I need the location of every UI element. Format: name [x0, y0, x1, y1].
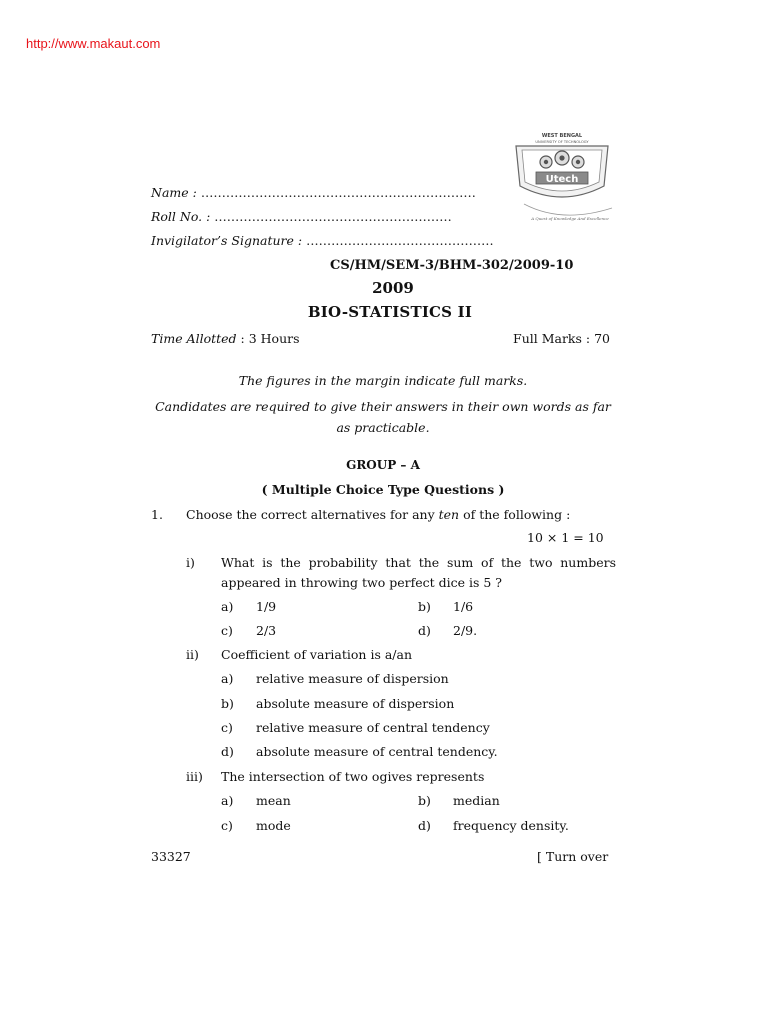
margin-note: The figures in the margin indicate full marks. — [238, 373, 528, 388]
svg-text:WEST BENGAL: WEST BENGAL — [541, 133, 583, 139]
option-ii-a-text: relative measure of dispersion — [256, 671, 449, 686]
group-title: GROUP – A — [346, 458, 420, 472]
svg-text:Utech: Utech — [545, 174, 579, 185]
name-field[interactable] — [151, 185, 476, 200]
source-url-link[interactable]: http://www.makaut.com — [26, 36, 161, 51]
name-dots: ………………………………………………………… — [200, 185, 476, 200]
subq-i-number: i) — [186, 555, 195, 570]
subq-ii-text: Coefficient of variation is a/an — [221, 647, 412, 662]
option-iii-a[interactable]: a) — [221, 793, 234, 808]
time-marks-row — [151, 331, 610, 346]
option-i-d-text: 2/9. — [453, 623, 478, 638]
exam-year: 2009 — [372, 279, 414, 297]
paper-code: 33327 — [151, 849, 191, 864]
option-ii-a[interactable]: a) — [221, 671, 234, 686]
option-i-b[interactable]: b) — [418, 599, 431, 614]
option-i-b-text: 1/6 — [453, 599, 474, 614]
question-marks: 10 × 1 = 10 — [527, 530, 604, 545]
option-i-c-text: 2/3 — [256, 623, 277, 638]
subq-iii-number: iii) — [186, 769, 203, 784]
name-label: Name : — [151, 185, 197, 200]
answer-note: Candidates are required to give their answers in their own words as far as practicable. — [155, 399, 611, 435]
option-iii-c[interactable]: c) — [221, 818, 233, 833]
option-i-a[interactable]: a) — [221, 599, 234, 614]
turn-over: [ Turn over — [537, 849, 609, 864]
option-i-c[interactable]: c) — [221, 623, 233, 638]
question-number: 1. — [151, 507, 163, 522]
exam-code: CS/HM/SEM-3/BHM-302/2009-10 — [330, 258, 574, 273]
option-iii-d-text: frequency density. — [453, 818, 569, 833]
option-i-a-text: 1/9 — [256, 599, 277, 614]
subq-i-text: What is the probability that the sum of the two numbers appeared in throwing two perfect dice is 5 ? — [221, 555, 616, 590]
option-ii-d[interactable]: d) — [221, 744, 234, 759]
option-ii-b-text: absolute measure of dispersion — [256, 696, 455, 711]
option-ii-c-text: relative measure of central tendency — [256, 720, 490, 735]
roll-label: Roll No. : — [151, 209, 211, 224]
roll-field[interactable] — [151, 209, 452, 224]
roll-dots: ………………………………………………… — [214, 209, 452, 224]
option-ii-c[interactable]: c) — [221, 720, 233, 735]
question-instruction: Choose the correct alternatives for any ten of the following : — [186, 507, 571, 522]
full-marks: Full Marks : 70 — [513, 331, 610, 346]
invigilator-dots: ……………………………………… — [306, 233, 494, 248]
svg-text:A Quest of Knowledge And Excel: A Quest of Knowledge And Excellence — [531, 216, 609, 221]
option-ii-b[interactable]: b) — [221, 696, 234, 711]
option-iii-d[interactable]: d) — [418, 818, 431, 833]
subq-ii-number: ii) — [186, 647, 199, 662]
invigilator-label: Invigilator’s Signature : — [151, 233, 303, 248]
time-allotted: Time Allotted : 3 Hours — [151, 331, 300, 346]
option-ii-d-text: absolute measure of central tendency. — [256, 744, 498, 759]
exam-subject: BIO-STATISTICS II — [307, 303, 473, 321]
option-i-d[interactable]: d) — [418, 623, 431, 638]
invigilator-field[interactable] — [151, 233, 494, 248]
subq-iii-text: The intersection of two ogives represents — [221, 769, 485, 784]
option-iii-a-text: mean — [256, 793, 291, 808]
group-subtitle: ( Multiple Choice Type Questions ) — [261, 482, 505, 497]
svg-text:UNIVERSITY OF TECHNOLOGY: UNIVERSITY OF TECHNOLOGY — [535, 140, 589, 144]
option-iii-b-text: median — [453, 793, 500, 808]
utech-logo — [508, 128, 616, 232]
option-iii-b[interactable]: b) — [418, 793, 431, 808]
option-iii-c-text: mode — [256, 818, 291, 833]
